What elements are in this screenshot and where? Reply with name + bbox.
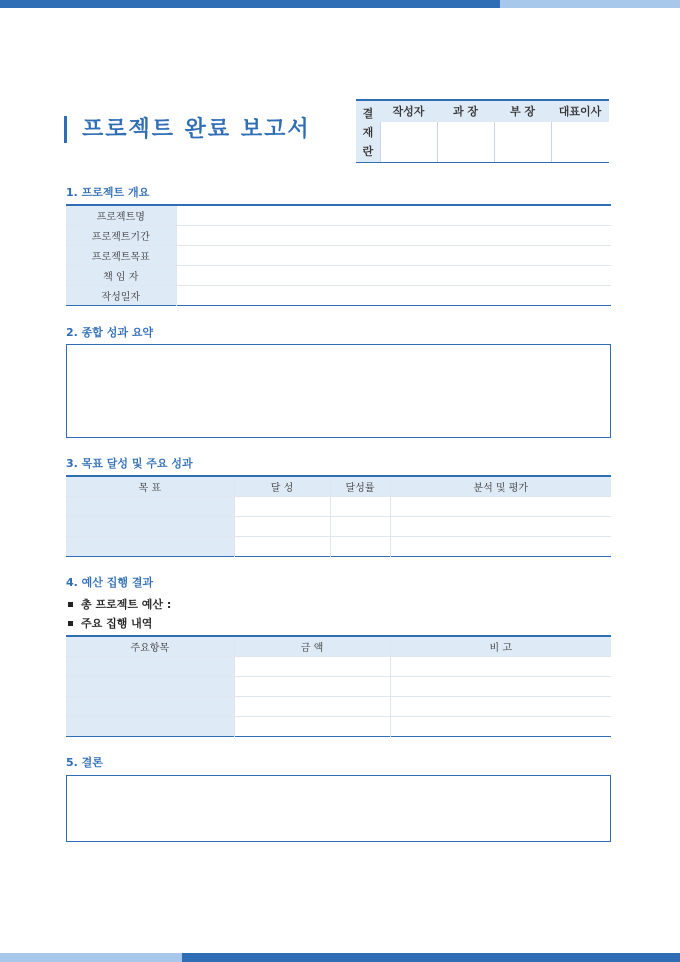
table-cell[interactable] <box>390 497 611 517</box>
table-header-row <box>66 476 611 497</box>
table-header-row <box>66 636 611 657</box>
column-header: 달성률 <box>330 476 390 497</box>
row-label: 작성일자 <box>66 286 176 306</box>
table-cell[interactable] <box>234 517 330 537</box>
table-cell[interactable] <box>176 226 611 246</box>
approval-sign-cell[interactable] <box>380 122 437 162</box>
bottom-accent-bar-light <box>0 953 182 962</box>
table-cell[interactable] <box>66 657 234 677</box>
row-label: 프로젝트기간 <box>66 226 176 246</box>
approval-sign-cell[interactable] <box>494 122 551 162</box>
column-header: 목 표 <box>66 476 234 497</box>
table-row <box>66 205 611 226</box>
column-header: 금 액 <box>234 636 390 657</box>
table-cell[interactable] <box>176 205 611 226</box>
bottom-accent-bar <box>182 953 680 962</box>
row-label: 프로젝트목표 <box>66 246 176 266</box>
table-cell[interactable] <box>66 697 234 717</box>
table-cell[interactable] <box>330 497 390 517</box>
column-header: 비 고 <box>390 636 611 657</box>
table-row <box>66 266 611 286</box>
top-accent-bar-light <box>500 0 680 8</box>
table-cell[interactable] <box>66 517 234 537</box>
goals-table <box>66 475 611 557</box>
table-cell[interactable] <box>234 657 390 677</box>
section-title: 3. 목표 달성 및 주요 성과 <box>66 457 193 470</box>
table-row <box>66 517 611 537</box>
table-cell[interactable] <box>234 717 390 737</box>
section-title: 2. 종합 성과 요약 <box>66 326 154 339</box>
table-cell[interactable] <box>234 697 390 717</box>
table-cell[interactable] <box>176 246 611 266</box>
table-row <box>66 677 611 697</box>
summary-textbox[interactable] <box>66 344 611 438</box>
bullet-item <box>68 596 171 612</box>
approval-box <box>356 99 609 163</box>
table-cell[interactable] <box>66 677 234 697</box>
row-label: 프로젝트명 <box>66 205 176 226</box>
approval-col-writer: 작성자 <box>380 101 437 122</box>
approval-label-char: 란 <box>362 145 374 158</box>
table-row <box>66 226 611 246</box>
table-cell[interactable] <box>330 537 390 557</box>
bullet-text: 총 프로젝트 예산 : <box>81 598 172 611</box>
table-cell[interactable] <box>390 677 611 697</box>
budget-table <box>66 635 611 737</box>
table-cell[interactable] <box>330 517 390 537</box>
column-header: 달 성 <box>234 476 330 497</box>
table-cell[interactable] <box>234 537 330 557</box>
approval-sign-cell[interactable] <box>437 122 494 162</box>
section-title: 5. 결론 <box>66 756 103 769</box>
approval-col-manager: 과 장 <box>437 101 494 122</box>
table-row <box>66 537 611 557</box>
table-cell[interactable] <box>390 517 611 537</box>
approval-sign-cell[interactable] <box>551 122 609 162</box>
table-cell[interactable] <box>390 657 611 677</box>
column-header: 분석 및 평가 <box>390 476 611 497</box>
document-title: 프로젝트 완료 보고서 <box>82 117 311 142</box>
approval-col-director: 부 장 <box>494 101 551 122</box>
overview-table <box>66 204 611 306</box>
approval-col-ceo: 대표이사 <box>551 101 609 122</box>
table-cell[interactable] <box>176 286 611 306</box>
column-header: 주요항목 <box>66 636 234 657</box>
table-row <box>66 286 611 306</box>
title-accent-line <box>64 116 67 143</box>
top-accent-bar <box>0 0 500 8</box>
approval-label <box>356 101 380 162</box>
bullet-square-icon <box>68 621 73 626</box>
section-title: 1. 프로젝트 개요 <box>66 186 150 199</box>
table-cell[interactable] <box>66 537 234 557</box>
table-cell[interactable] <box>66 497 234 517</box>
bullet-square-icon <box>68 602 73 607</box>
approval-label-char: 결 <box>362 107 374 120</box>
table-row <box>66 697 611 717</box>
section-title: 4. 예산 집행 결과 <box>66 576 154 589</box>
table-cell[interactable] <box>66 717 234 737</box>
bullet-item <box>68 615 152 631</box>
table-cell[interactable] <box>390 537 611 557</box>
approval-label-char: 재 <box>362 126 374 139</box>
table-cell[interactable] <box>390 697 611 717</box>
table-row <box>66 657 611 677</box>
table-row <box>66 497 611 517</box>
row-label: 책 임 자 <box>66 266 176 286</box>
table-row <box>66 246 611 266</box>
table-cell[interactable] <box>176 266 611 286</box>
conclusion-textbox[interactable] <box>66 775 611 842</box>
table-row <box>66 717 611 737</box>
bullet-text: 주요 집행 내역 <box>81 617 153 630</box>
table-cell[interactable] <box>234 677 390 697</box>
table-cell[interactable] <box>234 497 330 517</box>
table-cell[interactable] <box>390 717 611 737</box>
